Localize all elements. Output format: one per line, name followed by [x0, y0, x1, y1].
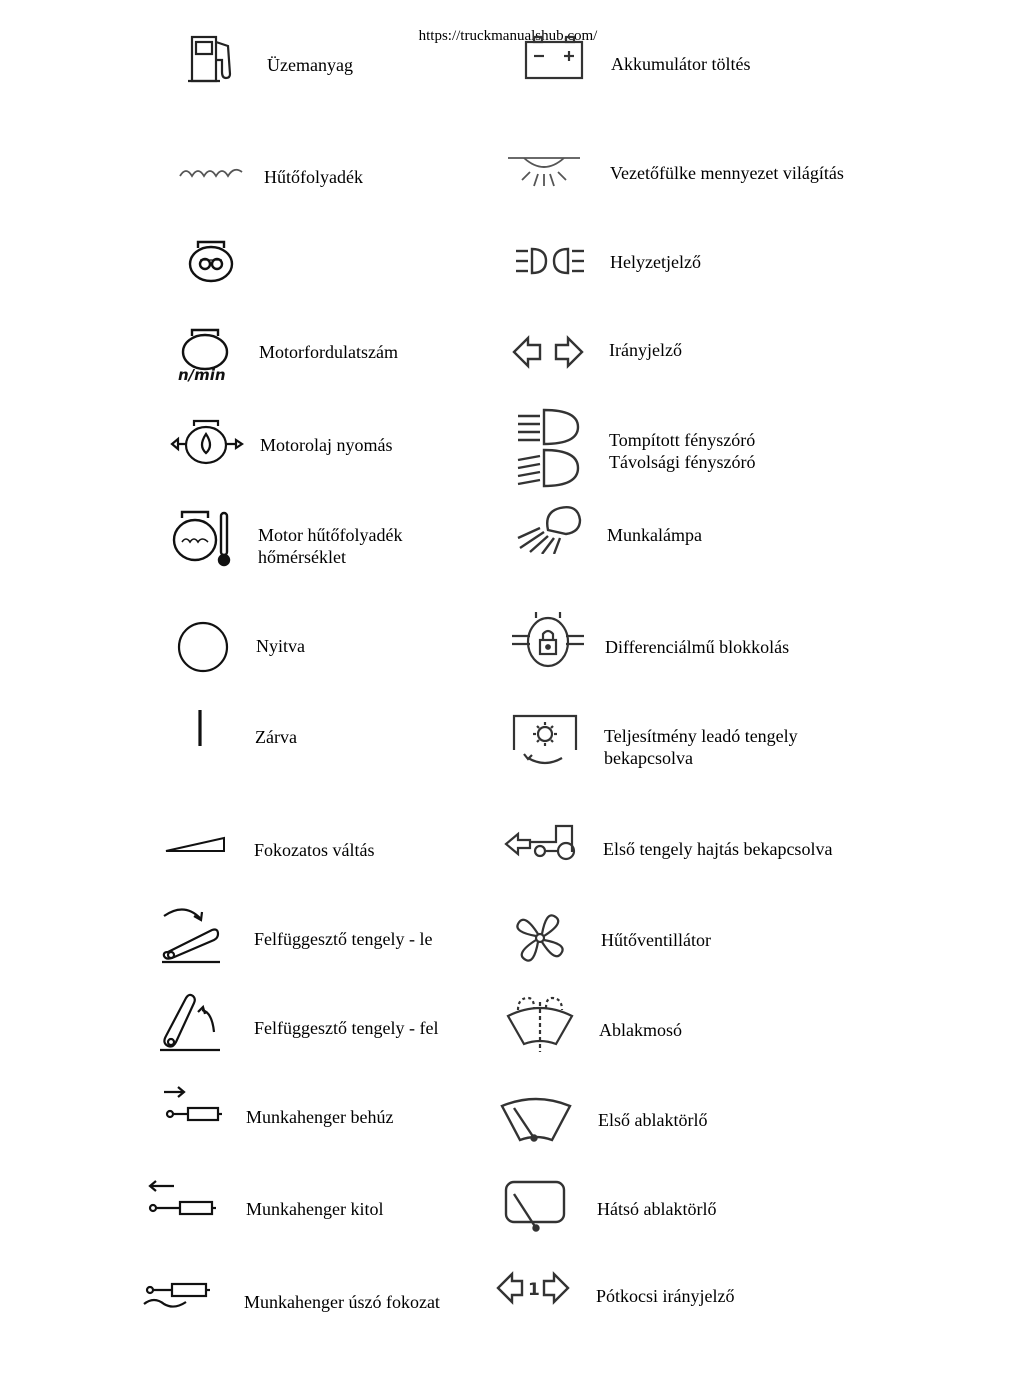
- label-cab-light: Vezetőfülke mennyezet világítás: [610, 163, 844, 183]
- label-closed: Zárva: [255, 727, 297, 747]
- label-position-light: Helyzetjelző: [610, 252, 701, 272]
- coolant-icon: [176, 160, 246, 190]
- label-oil-pressure: Motorolaj nyomás: [260, 435, 393, 455]
- label-engine-rpm: Motorfordulatszám: [259, 342, 398, 362]
- label-hitch-lower: Felfüggesztő tengely - le: [254, 929, 433, 949]
- label-open: Nyitva: [256, 636, 305, 656]
- label-front-axle-drive: Első tengely hajtás bekapcsolva: [603, 839, 833, 859]
- label-work-lamp: Munkalámpa: [607, 525, 702, 545]
- ramp-icon: [162, 834, 228, 856]
- engine-glow-icon: [186, 238, 236, 284]
- cylinder-extend-icon: [146, 1176, 220, 1220]
- source-url: https://truckmanualshub.com/: [418, 28, 598, 44]
- label-turn-signal: Irányjelző: [609, 340, 682, 360]
- label-cylinder-extend: Munkahenger kitol: [246, 1199, 384, 1219]
- cooling-fan-icon: [512, 910, 568, 966]
- label-cooling-fan: Hűtőventillátor: [601, 930, 711, 950]
- engine-rpm-icon: [176, 326, 236, 384]
- engine-oil-pressure-icon: [170, 418, 244, 468]
- work-lamp-icon: [514, 502, 584, 554]
- label-fuel: Üzemanyag: [267, 55, 353, 75]
- rpm-unit-text: n/min: [178, 366, 226, 384]
- position-light-icon: [514, 244, 586, 278]
- label-cylinder-float: Munkahenger úszó fokozat: [244, 1292, 440, 1312]
- label-front-wiper: Első ablaktörlő: [598, 1110, 708, 1130]
- battery-icon: [522, 34, 586, 82]
- label-battery: Akkumulátor töltés: [611, 54, 751, 74]
- front-axle-drive-icon: [504, 822, 578, 862]
- label-pto: Teljesítmény leadó tengely bekapcsolva: [604, 726, 798, 768]
- bar-closed-icon: [194, 708, 206, 748]
- trailer-turn-signal-icon: [496, 1270, 570, 1306]
- label-coolant: Hűtőfolyadék: [264, 167, 363, 187]
- diff-lock-icon: [510, 610, 586, 672]
- hitch-raise-icon: [156, 990, 226, 1056]
- pto-icon: [510, 712, 580, 770]
- fuel-pump-icon: [186, 34, 242, 86]
- cylinder-float-icon: [140, 1278, 216, 1314]
- engine-coolant-temperature-icon: [170, 508, 236, 568]
- turn-signal-icon: [512, 334, 584, 370]
- cylinder-retract-icon: [158, 1084, 228, 1128]
- headlight-icon: [514, 406, 584, 494]
- washer-icon: [504, 994, 576, 1056]
- label-headlight: Tompított fényszóró Távolsági fényszóró: [609, 430, 756, 472]
- label-cylinder-retract: Munkahenger behúz: [246, 1107, 394, 1127]
- label-washer: Ablakmosó: [599, 1020, 682, 1040]
- cab-light-icon: [504, 152, 584, 192]
- hitch-lower-icon: [158, 904, 224, 966]
- label-rear-wiper: Hátsó ablaktörlő: [597, 1199, 717, 1219]
- label-coolant-temp: Motor hűtőfolyadék hőmérséklet: [258, 525, 403, 567]
- circle-open-icon: [176, 620, 230, 674]
- label-ramp: Fokozatos váltás: [254, 840, 375, 860]
- front-wiper-icon: [500, 1094, 572, 1146]
- label-diff-lock: Differenciálmű blokkolás: [605, 637, 790, 657]
- rear-wiper-icon: [502, 1178, 568, 1234]
- trailer-signal-number: 1: [528, 1280, 540, 1300]
- label-trailer-turn-signal: Pótkocsi irányjelző: [596, 1286, 735, 1306]
- label-hitch-raise: Felfüggesztő tengely - fel: [254, 1018, 439, 1038]
